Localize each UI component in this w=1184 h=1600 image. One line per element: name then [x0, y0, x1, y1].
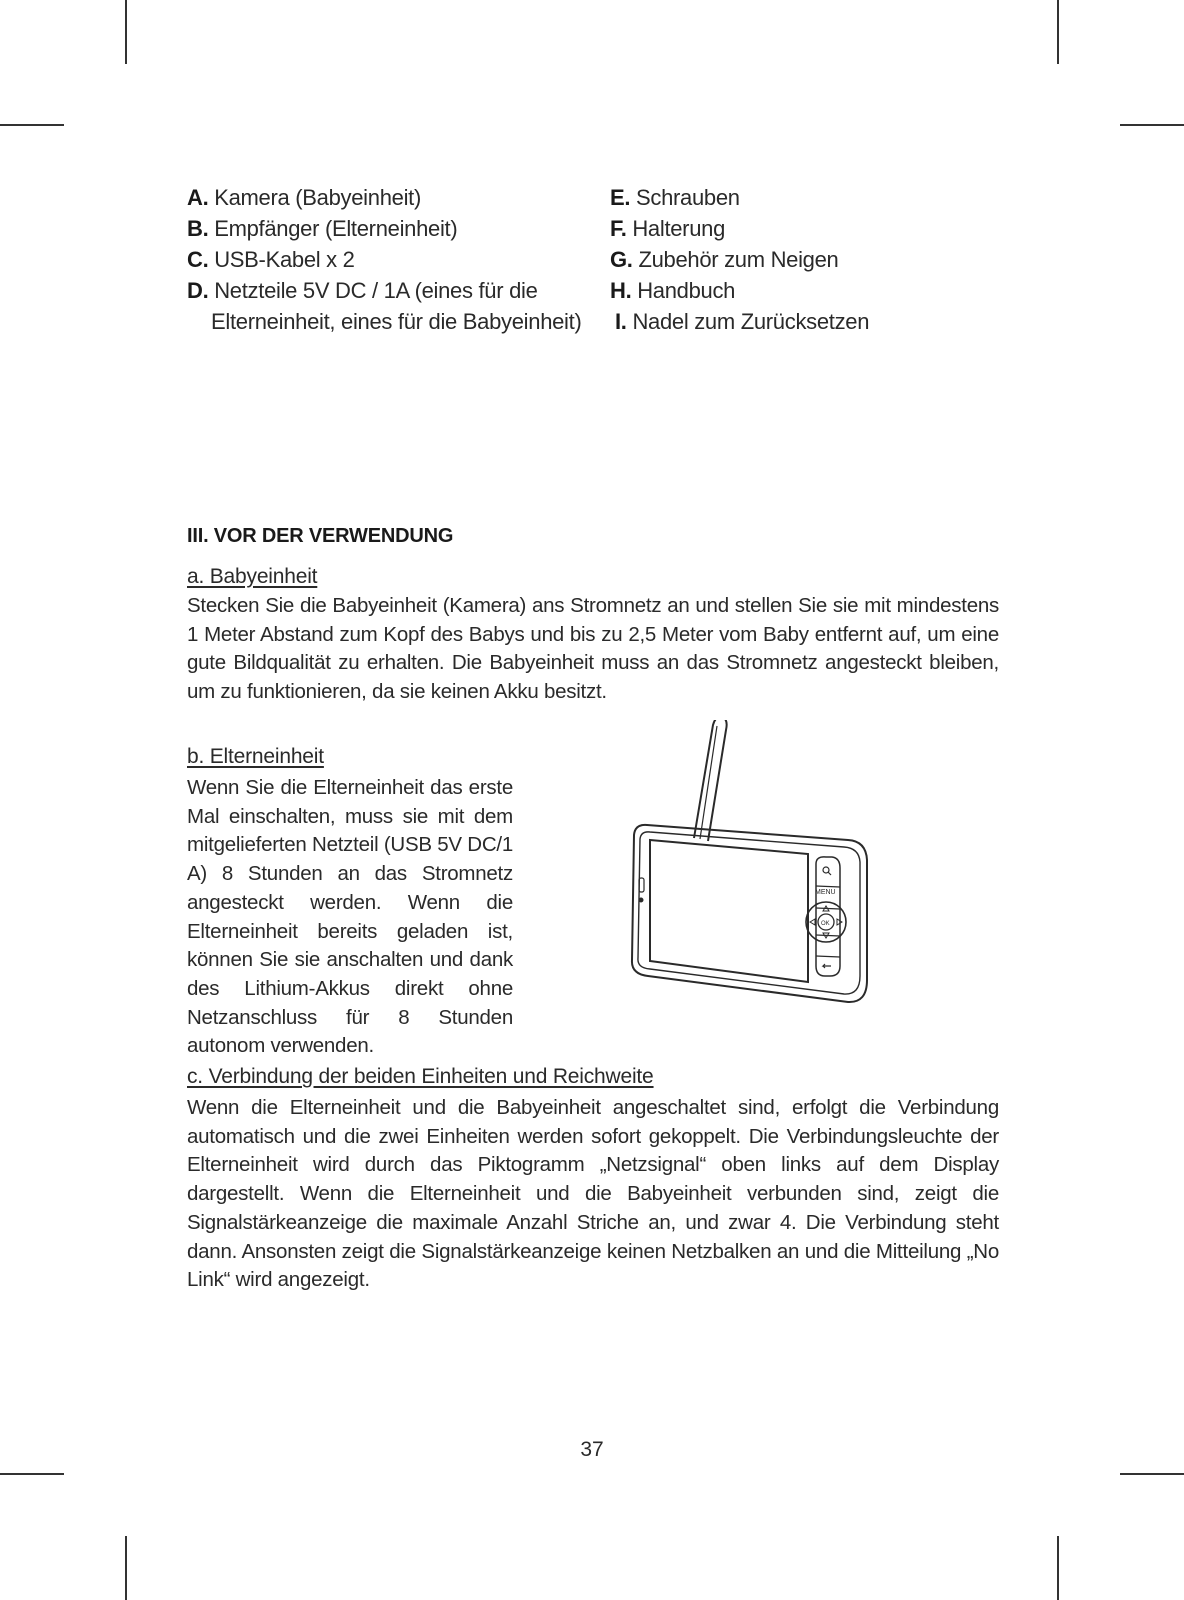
item-text: USB-Kabel x 2 [214, 247, 355, 272]
paragraph-elterneinheit: Wenn Sie die Elterneinheit das erste Mal einschalten, muss sie mit dem mitgelieferten Netzteil (USB 5V DC/1 A) 8 Stunden an das Stromnetz angesteckt werden. Wenn die Elterneinheit bereits geladen ist, können Sie sie anschalten und dank des Lithium-Akkus direkt ohne Netzanschluss für 8 Stunden autonom verwenden. [187, 776, 513, 1058]
crop-mark [0, 1473, 64, 1475]
item-key: E. [610, 185, 631, 210]
list-item [610, 275, 869, 306]
list-item [610, 182, 869, 213]
contents-list-left [187, 182, 582, 337]
contents-list-right [610, 182, 869, 337]
item-text: Handbuch [637, 278, 736, 303]
ok-label: OK [821, 921, 830, 927]
item-text: Halterung [632, 216, 726, 241]
item-key: H. [610, 278, 632, 303]
item-text: Netzteile 5V DC / 1A (eines für die [214, 278, 538, 303]
list-item [610, 306, 869, 337]
list-item [187, 213, 582, 244]
back-icon [823, 964, 831, 968]
subheading-elterneinheit: b. Elterneinheit [187, 745, 324, 768]
list-item [610, 244, 869, 275]
item-text: Empfänger (Elterneinheit) [214, 216, 458, 241]
paragraph-verbindung: Wenn die Elterneinheit und die Babyeinheit angeschaltet sind, erfolgt die Verbindung automatisch und die zwei Einheiten werden sofort gekoppelt. Die Verbindungsleuchte der Elterneinheit wird durch das Piktogramm „Netzsignal“ oben links auf dem Display dargestellt. Wenn die Elterneinheit und die Babyeinheit verbunden sind, zeigt die Signalstärkeanzeige die maximale Anzahl Striche an, und zwar 4. Die Verbindung steht dann. Ansonsten zeigt die Signalstärkeanzeige keinen Netzbalken an und die Mitteilung „No Link“ wird angezeigt. [187, 1096, 999, 1292]
item-text: Kamera (Babyeinheit) [214, 185, 421, 210]
subheading-babyeinheit: a. Babyeinheit [187, 565, 318, 588]
item-key: C. [187, 247, 209, 272]
crop-mark [0, 124, 64, 126]
parent-unit-illustration [620, 720, 890, 1020]
item-key: F. [610, 216, 627, 241]
indicator-dot [640, 899, 643, 902]
section-heading: III. VOR DER VERWENDUNG [187, 525, 454, 547]
crop-mark [1120, 124, 1184, 126]
crop-mark [125, 1536, 127, 1600]
list-item [187, 244, 582, 275]
antenna-outline [694, 720, 727, 841]
device-bezel [638, 832, 860, 994]
item-key: D. [187, 278, 209, 303]
paragraph-babyeinheit: Stecken Sie die Babyeinheit (Kamera) ans Stromnetz an und stellen Sie sie mit mindestens 1 Meter Abstand zum Kopf des Babys und bis zu 2,5 Meter vom Baby entfernt auf, um eine gute Bildqualität zu erhalten. Die Babyeinheit muss an das Stromnetz angesteckt bleiben, um zu funktionieren, da sie keinen Akku besitzt. [187, 594, 999, 704]
menu-label: MENU [815, 889, 836, 896]
list-item [187, 275, 582, 306]
item-key: I. [615, 309, 627, 334]
device-screen [650, 840, 808, 982]
list-item [187, 182, 582, 213]
subheading-verbindung: c. Verbindung der beiden Einheiten und Reichweite [187, 1065, 654, 1088]
page-number: 37 [580, 1438, 604, 1461]
list-item-continuation: Elterneinheit, eines für die Babyeinheit) [211, 309, 582, 334]
item-key: G. [610, 247, 633, 272]
list-item [610, 213, 869, 244]
item-text: Schrauben [636, 185, 740, 210]
item-key: A. [187, 185, 209, 210]
item-text: Zubehör zum Neigen [638, 247, 839, 272]
item-key: B. [187, 216, 209, 241]
crop-mark [1120, 1473, 1184, 1475]
crop-mark [1057, 1536, 1059, 1600]
item-text: Nadel zum Zurücksetzen [632, 309, 870, 334]
crop-mark [125, 0, 127, 64]
crop-mark [1057, 0, 1059, 64]
